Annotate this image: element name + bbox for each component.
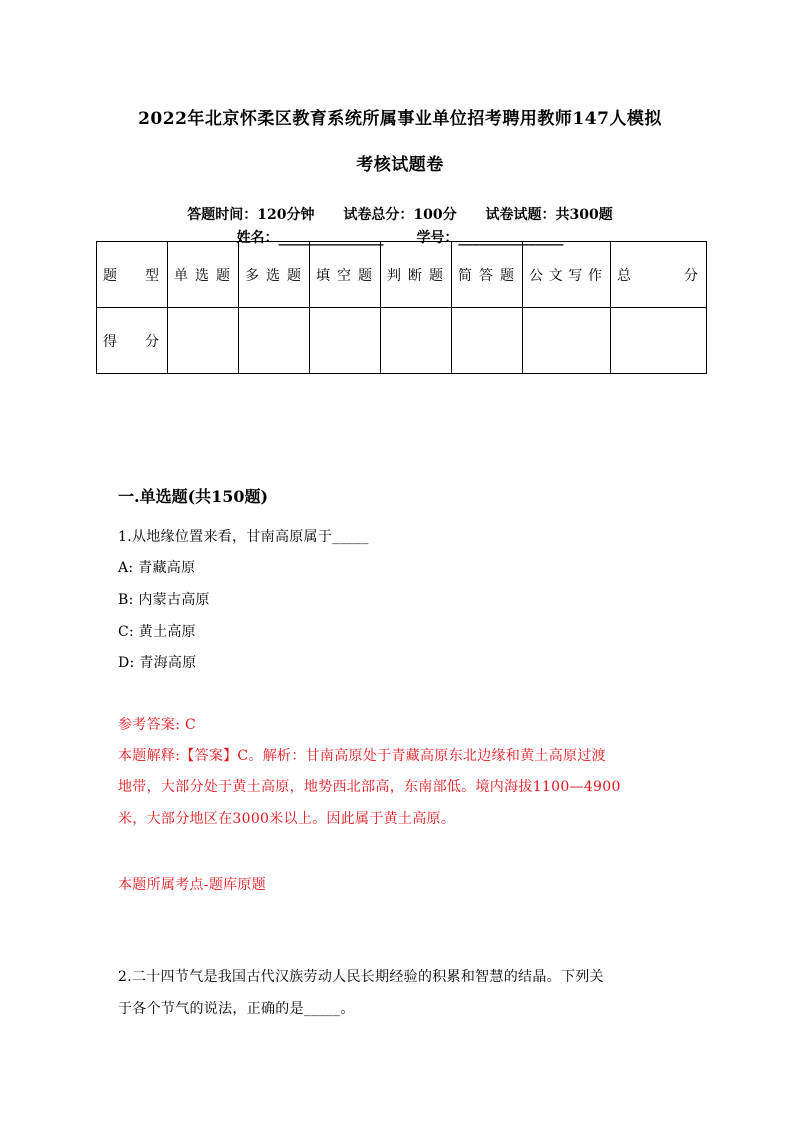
score-cell [523,308,611,374]
document-title: 2022年北京怀柔区教育系统所属事业单位招考聘用教师147人模拟 [138,109,662,129]
exam-time: 答题时间：120分钟 [187,207,315,223]
question-stem: 1.从地缘位置来看，甘南高原属于_____ [118,529,369,545]
option-b: B: 内蒙古高原 [118,592,210,608]
document-subtitle: 考核试题卷 [356,155,444,175]
table-header-cell: 简答题 [452,242,523,308]
exam-info [0,204,800,224]
table-header-cell: 判断题 [381,242,452,308]
score-table [96,241,707,374]
table-row [97,242,707,308]
option-d: D: 青海高原 [118,655,197,671]
table-header-cell: 多选题 [239,242,310,308]
student-id-field: 学号：_______________ [416,230,564,246]
table-row [97,308,707,374]
score-cell [452,308,523,374]
table-header-cell: 总 分 [611,242,707,308]
table-header-cell: 公文写作 [523,242,611,308]
score-cell [310,308,381,374]
table-header-cell: 填空题 [310,242,381,308]
table-header-cell: 题 型 [97,242,168,308]
reference-answer: 参考答案: C [118,717,196,733]
total-score: 试卷总分：100分 [343,207,457,223]
name-field: 姓名：_______________ [236,230,384,246]
explanation-line: 本题解释:【答案】C。解析：甘南高原处于青藏高原东北边缘和黄土高原过渡 [118,748,606,764]
score-row-label: 得 分 [97,308,168,374]
section-heading: 一.单选题(共150题) [118,487,269,506]
score-cell [168,308,239,374]
knowledge-point: 本题所属考点-题库原题 [118,877,267,893]
score-cell [239,308,310,374]
question-stem: 于各个节气的说法，正确的是_____。 [118,1001,355,1017]
question-count: 试卷试题：共300题 [485,207,613,223]
explanation-line: 米，大部分地区在3000米以上。因此属于黄土高原。 [118,811,456,827]
question-stem: 2.二十四节气是我国古代汉族劳动人民长期经验的积累和智慧的结晶。下列关 [118,969,604,985]
score-cell [381,308,452,374]
score-cell [611,308,707,374]
table-header-cell: 单选题 [168,242,239,308]
explanation-line: 地带，大部分处于黄土高原，地势西北部高，东南部低。境内海拔1100—4900 [118,779,621,795]
option-c: C: 黄土高原 [118,624,196,640]
option-a: A: 青藏高原 [118,560,196,576]
